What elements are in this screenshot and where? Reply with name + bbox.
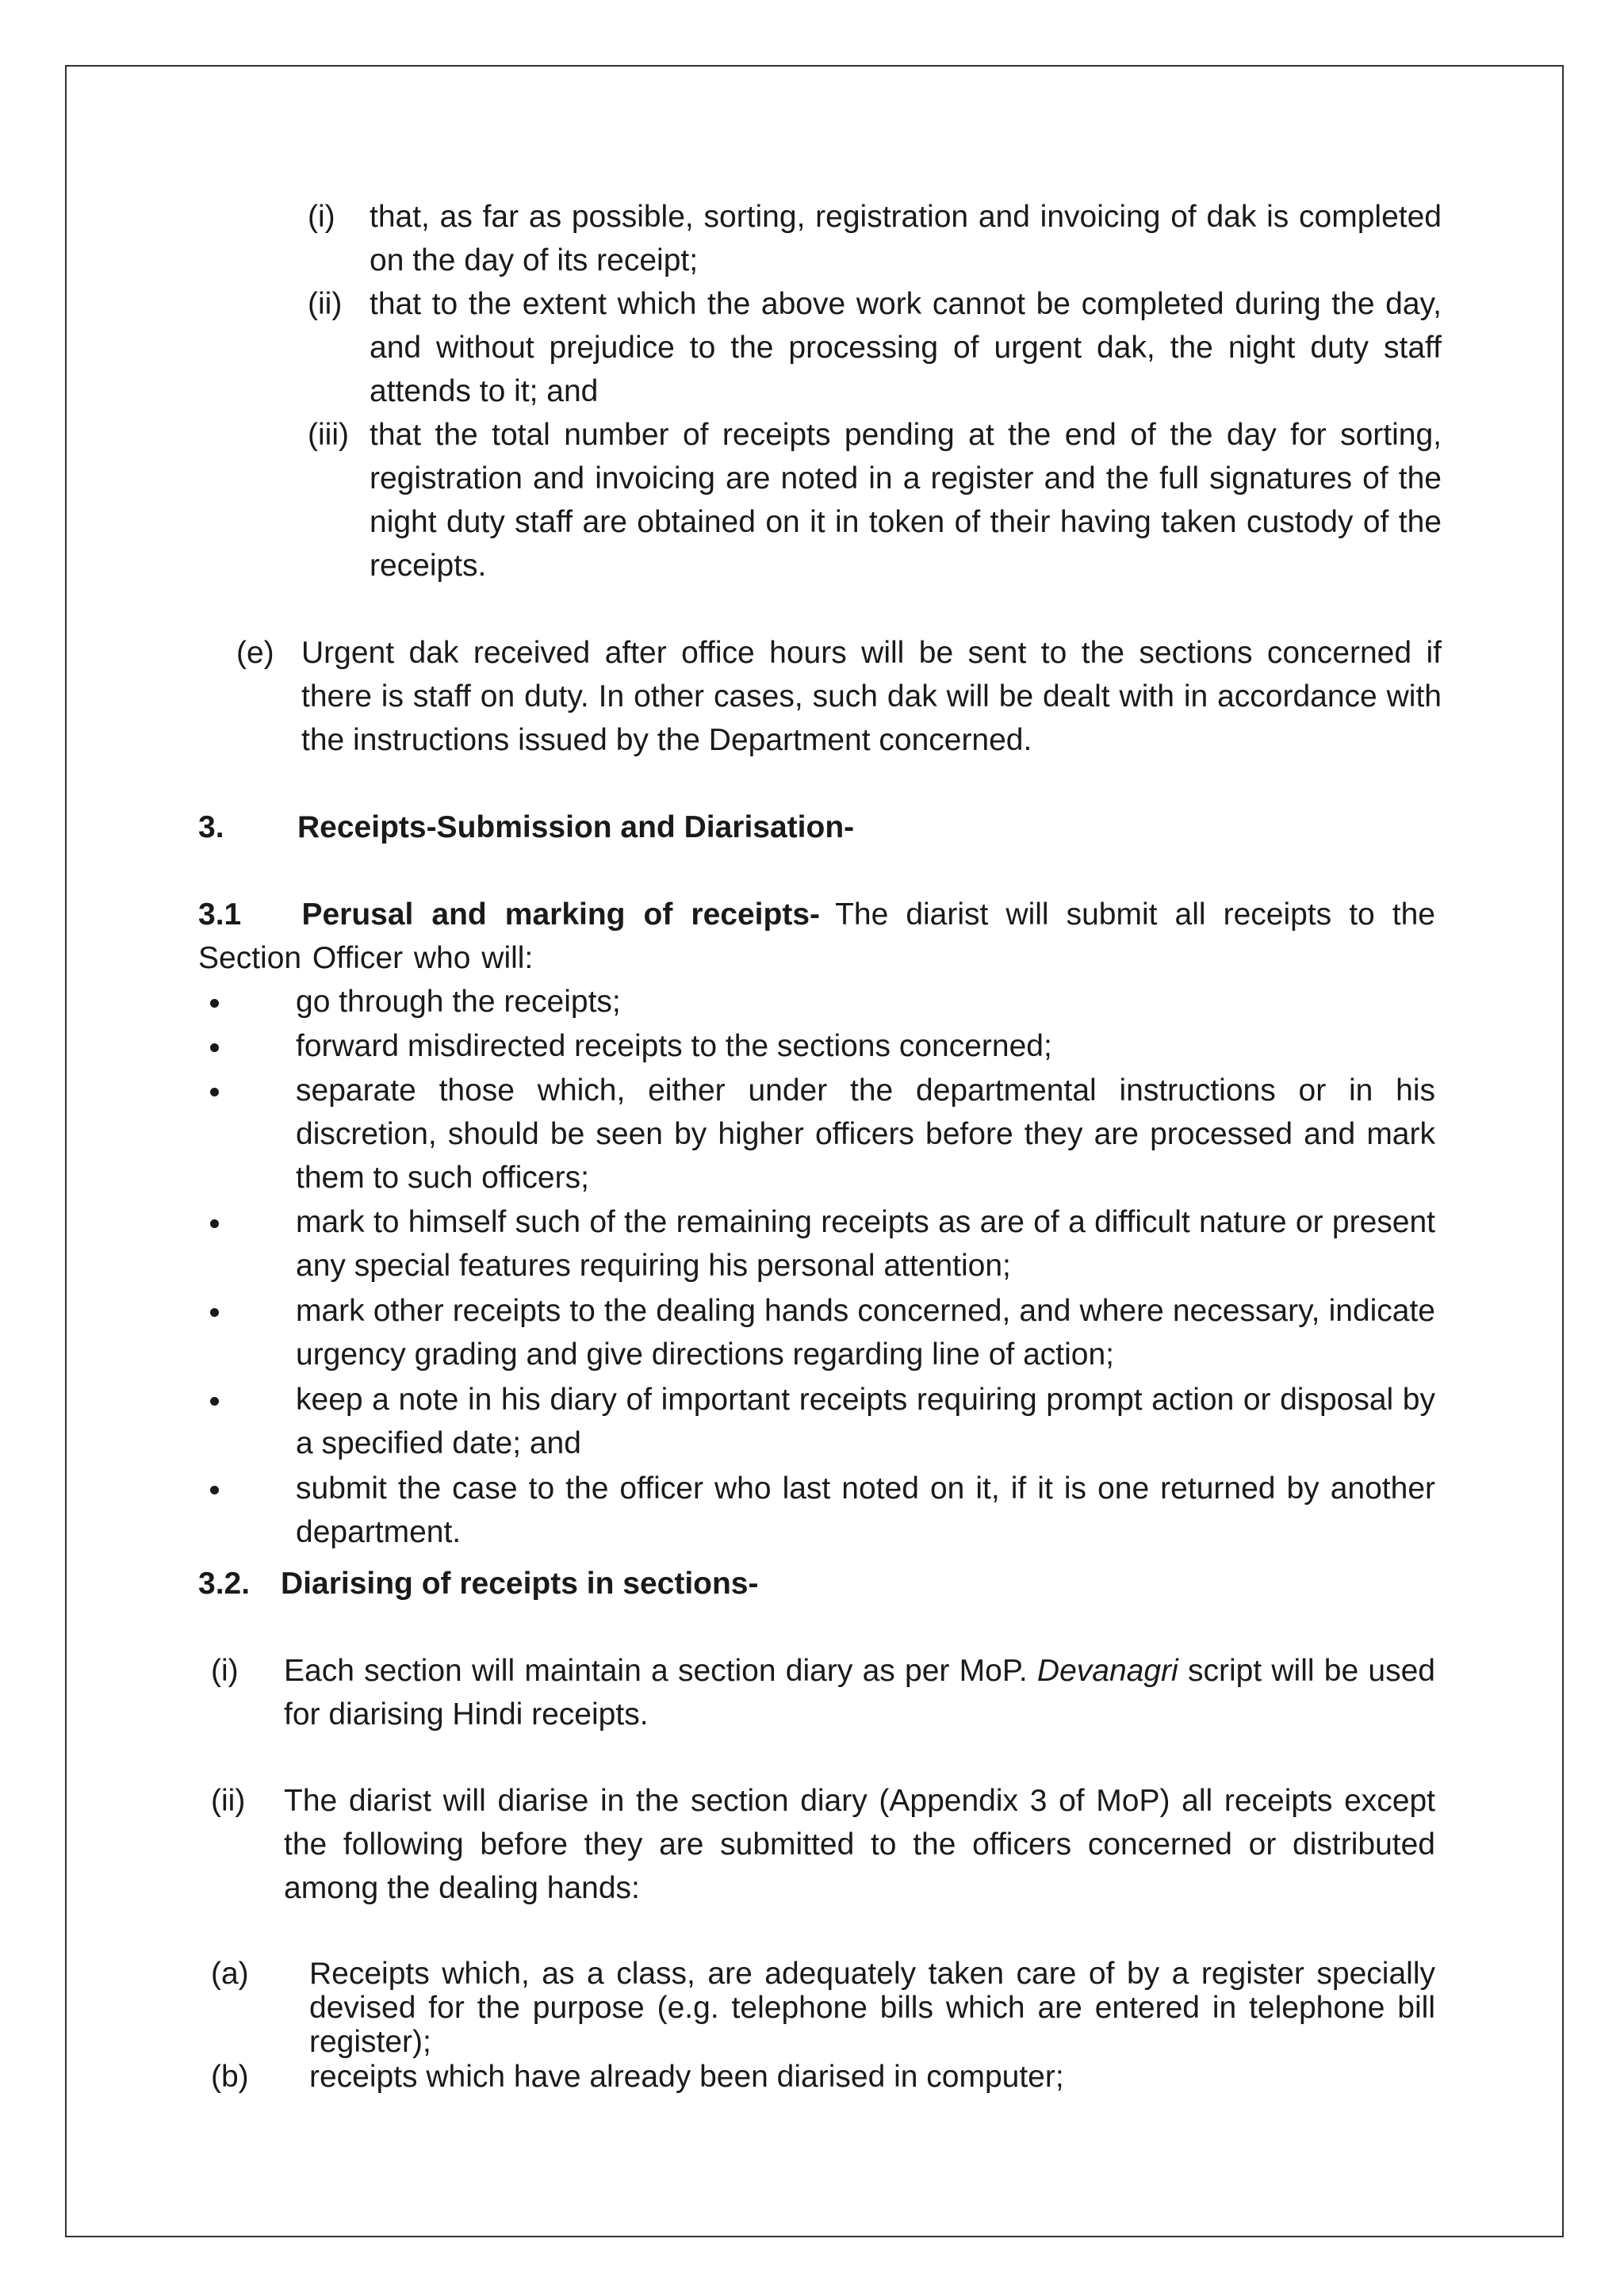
list-item-text: that to the extent which the above work cannot be completed during the day, and without prejudice to the processing of urgent dak, the night duty staff attends to it; and <box>370 287 1442 408</box>
list-item-text <box>284 1649 1435 1736</box>
list-item-text: that the total number of receipts pending at the end of the day for sorting, registration and invoicing are noted in a register and the full signatures of the night duty staff are obtained on it in token of their having taken custody of the receipts. <box>370 418 1442 583</box>
item-3-2-i <box>211 1649 1440 1744</box>
list-item-text: mark other receipts to the dealing hands concerned, and where necessary, indicate urgency grading and give directions regarding line of action; <box>296 1294 1435 1372</box>
section-title: Receipts-Submission and Diarisation- <box>297 810 855 844</box>
bullet-list <box>0 980 1624 1551</box>
list-label: (a) <box>211 1957 249 1991</box>
item-a <box>211 1957 1440 2060</box>
section-3-heading <box>198 806 1388 849</box>
subsection-title: Diarising of receipts in sections- <box>281 1567 759 1601</box>
list-item-text: go through the receipts; <box>296 985 621 1019</box>
item-b <box>211 2060 1440 2099</box>
subsection-intro: The diarist will submit all receipts to the Section Officer who will: <box>198 897 1435 975</box>
list-item-text: The diarist will diarise in the section diary (Appendix 3 of MoP) all receipts except the following before they are submitted to the officers concerned or distributed among the dealing hands: <box>284 1784 1435 1905</box>
sub-items-list <box>308 195 1442 591</box>
item-e-text: Urgent dak received after office hours will be sent to the sections concerned if there is staff on duty. In other cases, such dak will be dealt with in accordance with the instructions issued by the Department concerned. <box>301 636 1442 757</box>
list-item-text: Receipts which, as a class, are adequately taken care of by a register specially devised for the purpose (e.g. telephone bills which are entered in telephone bill register); <box>309 1957 1435 2059</box>
bullet-icon <box>210 1308 219 1317</box>
section-3-2-heading <box>198 1562 1388 1605</box>
list-item-text: separate those which, either under the departmental instructions or in his discretion, should be seen by higher officers before they are processed and mark them to such officers; <box>296 1073 1435 1195</box>
list-label: (iii) <box>308 418 349 452</box>
subsection-title: Perusal and marking of receipts- <box>301 897 820 932</box>
list-item-text: submit the case to the officer who last noted on it, if it is one returned by another department. <box>296 1471 1435 1549</box>
bullet-icon <box>210 999 219 1008</box>
list-item-text: keep a note in his diary of important receipts requiring prompt action or disposal by a specified date; and <box>296 1383 1435 1460</box>
italic-term: Devanagri <box>1036 1654 1178 1688</box>
bullet-icon <box>210 1219 219 1228</box>
list-label: (b) <box>211 2060 249 2094</box>
bullet-icon <box>210 1043 219 1052</box>
item-e <box>236 631 1442 766</box>
list-label: (ii) <box>211 1784 246 1818</box>
item-text-part: Each section will maintain a section diary as per MoP. <box>284 1654 1037 1688</box>
list-item-text: mark to himself such of the remaining receipts as are of a difficult nature or present any special features requiring his personal attention; <box>296 1205 1435 1283</box>
list-item-text: forward misdirected receipts to the sections concerned; <box>296 1029 1052 1063</box>
section-number: 3. <box>198 810 224 844</box>
item-3-2-ii <box>211 1779 1440 1914</box>
item-e-label: (e) <box>236 636 274 670</box>
bullet-icon <box>210 1088 219 1096</box>
list-item-text: receipts which have already been diarised in computer; <box>309 2060 1064 2094</box>
list-label: (i) <box>211 1654 239 1688</box>
section-3-1-paragraph <box>198 893 1435 980</box>
subsection-number: 3.1 <box>198 897 242 932</box>
list-label: (i) <box>308 200 335 234</box>
item-text-part: script will be used for diarising Hindi receipts. <box>284 1654 1435 1732</box>
bullet-icon <box>210 1397 219 1406</box>
list-item-text: that, as far as possible, sorting, registration and invoicing of dak is completed on the day of its receipt; <box>370 200 1442 277</box>
list-label: (ii) <box>308 287 343 321</box>
bullet-icon <box>210 1486 219 1494</box>
subsection-number: 3.2. <box>198 1567 251 1601</box>
